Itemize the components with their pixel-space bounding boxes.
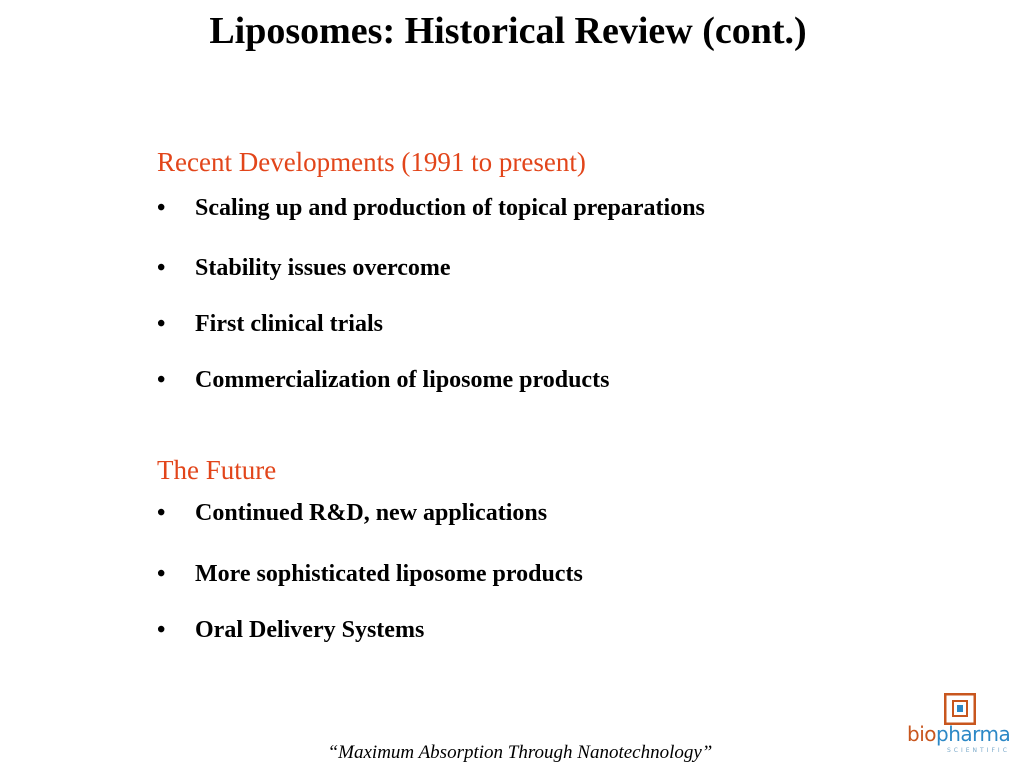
list-item — [157, 253, 451, 283]
bullet-text: Oral Delivery Systems — [195, 617, 425, 643]
list-item — [157, 193, 705, 223]
bullet-text: Scaling up and production of topical preparations — [195, 195, 705, 221]
bullet-icon: • — [157, 561, 166, 587]
bullet-text: First clinical trials — [195, 311, 383, 337]
list-item — [157, 498, 547, 528]
bullet-text: More sophisticated liposome products — [195, 561, 583, 587]
section-heading: The Future — [157, 455, 277, 485]
bullet-icon: • — [157, 617, 166, 643]
section-heading: Recent Developments (1991 to present) — [157, 147, 586, 177]
bullet-text: Continued R&D, new applications — [195, 500, 548, 526]
list-item — [157, 365, 609, 395]
logo-wordmark — [907, 722, 1010, 746]
biopharma-logo-icon — [944, 693, 976, 725]
footer-tagline: “Maximum Absorption Through Nanotechnology” — [327, 742, 713, 763]
bullet-text: Commercialization of liposome products — [195, 367, 610, 393]
list-item — [157, 309, 383, 339]
bullet-icon: • — [157, 367, 166, 393]
list-item — [157, 559, 583, 589]
list-item — [157, 615, 424, 645]
bullet-text: Stability issues overcome — [195, 255, 451, 281]
logo-wordmark-bio: bio — [907, 722, 936, 746]
bullet-icon: • — [157, 500, 166, 526]
slide-title: Liposomes: Historical Review (cont.) — [209, 10, 807, 52]
logo-subtitle: SCIENTIFIC — [947, 747, 1010, 754]
logo-wordmark-pharma: pharma — [936, 722, 1011, 746]
company-logo — [905, 693, 1017, 761]
bullet-icon: • — [157, 311, 166, 337]
bullet-icon: • — [157, 195, 166, 221]
bullet-icon: • — [157, 255, 166, 281]
